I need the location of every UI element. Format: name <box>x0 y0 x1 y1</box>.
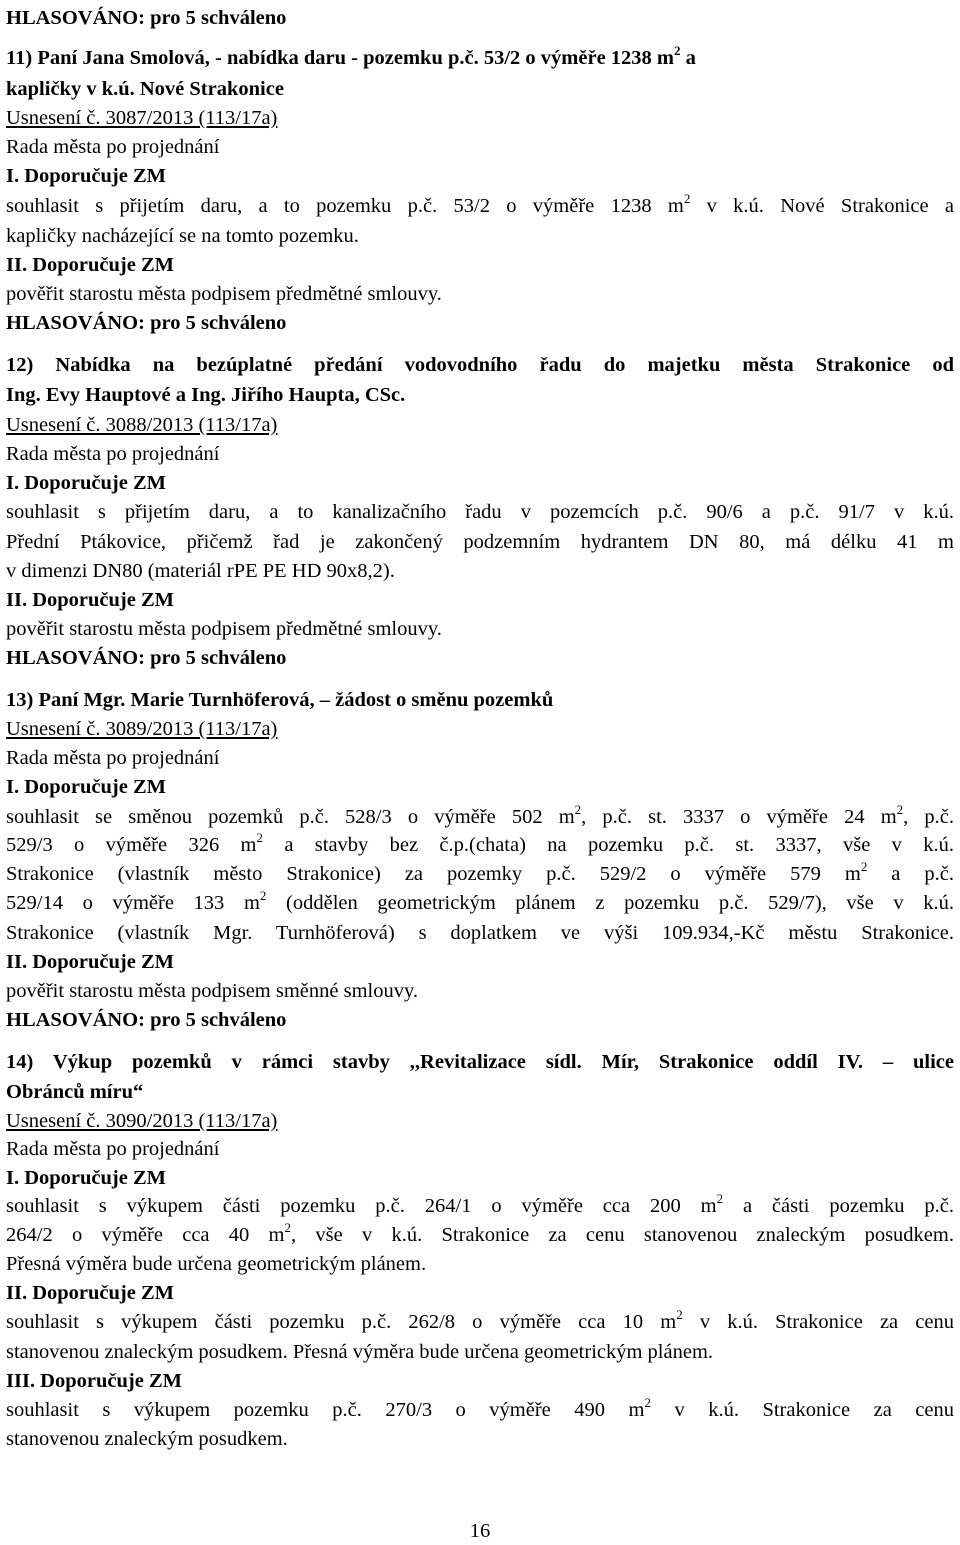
text-segment: Usnesení č. 3088/2013 (113/17a) <box>6 414 278 436</box>
text-line <box>6 1368 182 1395</box>
superscript: 2 <box>896 802 904 817</box>
superscript: 2 <box>256 830 263 845</box>
text-line <box>6 441 219 468</box>
text-segment: souhlasit se směnou pozemků p.č. 528/3 o výměře 502 m <box>6 806 575 828</box>
text-line <box>6 804 954 831</box>
text-segment: 12) Nabídka na bezúplatné předání vodovodního řadu do majetku města Strakonice od <box>6 354 954 376</box>
superscript: 2 <box>259 888 267 903</box>
text-line <box>6 645 286 672</box>
superscript: 2 <box>644 1395 651 1410</box>
text-segment: stanovenou znaleckým posudkem. Přesná výměra bude určena geometrickým plánem. <box>6 1341 714 1363</box>
text-segment: pověřit starostu města podpisem předmětné smlouvy. <box>6 283 442 305</box>
superscript: 2 <box>284 1220 291 1235</box>
text-segment: 14) Výkup pozemků v rámci stavby ,,Revitalizace sídl. Mír, Strakonice oddíl IV. – ulice <box>6 1051 954 1073</box>
text-segment: 13) Paní Mgr. Marie Turnhöferová, – žádost o směnu pozemků <box>6 689 554 711</box>
text-line <box>6 1426 288 1453</box>
text-line <box>6 1165 166 1192</box>
text-line <box>6 949 174 976</box>
text-segment: Strakonice (vlastník město Strakonice) za pozemky p.č. 529/2 o výměře 579 m <box>6 863 861 885</box>
text-segment: II. Doporučuje ZM <box>6 254 174 276</box>
text-line <box>6 1136 219 1163</box>
text-line <box>6 1251 426 1278</box>
text-segment: stanovenou znaleckým posudkem. <box>6 1428 288 1450</box>
text-line <box>6 1222 954 1249</box>
text-segment: souhlasit s přijetím daru, a to kanalizačního řadu v pozemcích p.č. 90/6 a p.č. 91/7 v k.ú. <box>6 501 954 523</box>
text-segment: v dimenzi DN80 (materiál rPE PE HD 90x8,2). <box>6 560 395 582</box>
text-segment: Rada města po projednání <box>6 747 220 769</box>
text-segment: I. Doporučuje ZM <box>6 1167 167 1189</box>
text-segment: , vše v k.ú. Strakonice za cenu stanovenou znaleckým posudkem. <box>291 1224 954 1246</box>
text-segment: III. Doporučuje ZM <box>6 1370 182 1392</box>
text-segment: Rada města po projednání <box>6 443 220 465</box>
superscript: 2 <box>676 1307 683 1322</box>
text-segment: HLASOVÁNO: pro 5 schváleno <box>6 312 287 334</box>
text-line <box>6 616 442 643</box>
text-segment: , p.č. <box>903 806 954 828</box>
text-line <box>6 412 277 439</box>
text-line <box>6 1079 143 1106</box>
text-segment: Usnesení č. 3089/2013 (113/17a) <box>6 718 278 740</box>
text-segment: I. Doporučuje ZM <box>6 472 167 494</box>
text-segment: HLASOVÁNO: pro 5 schváleno <box>6 647 287 669</box>
text-segment: Usnesení č. 3087/2013 (113/17a) <box>6 107 278 129</box>
text-segment: pověřit starostu města podpisem předmětné smlouvy. <box>6 618 442 640</box>
text-line <box>6 310 286 337</box>
text-line <box>6 587 174 614</box>
text-segment: Rada města po projednání <box>6 1138 220 1160</box>
text-segment: II. Doporučuje ZM <box>6 951 174 973</box>
text-segment: kapličky v k.ú. Nové Strakonice <box>6 78 284 100</box>
text-segment: Přesná výměra bude určena geometrickým plánem. <box>6 1253 427 1275</box>
text-segment: II. Doporučuje ZM <box>6 1282 174 1304</box>
text-line <box>6 1193 954 1220</box>
text-line <box>6 45 696 72</box>
text-segment: a p.č. <box>867 863 954 885</box>
text-line <box>6 382 405 409</box>
text-segment: 11) Paní Jana Smolová, - nabídka daru - pozemku p.č. 53/2 o výměře 1238 m <box>6 47 674 69</box>
text-line <box>6 134 219 161</box>
text-segment: v k.ú. Strakonice za cenu <box>682 1311 954 1333</box>
superscript: 2 <box>860 859 868 874</box>
text-line <box>6 76 284 103</box>
text-line <box>6 470 166 497</box>
text-segment: II. Doporučuje ZM <box>6 589 174 611</box>
text-segment: a stavby bez č.p.(chata) na pozemku p.č. st. 3337, vše v k.ú. <box>262 834 954 856</box>
text-line <box>6 499 954 526</box>
text-segment: kapličky nacházející se na tomto pozemku. <box>6 225 359 247</box>
text-segment: souhlasit s přijetím daru, a to pozemku p.č. 53/2 o výměře 1238 m <box>6 195 684 217</box>
text-segment: Rada města po projednání <box>6 136 220 158</box>
text-segment: 264/2 o výměře cca 40 m <box>6 1224 285 1246</box>
text-segment: (oddělen geometrickým plánem z pozemku p.č. 529/7), vše v k.ú. <box>266 892 954 914</box>
text-segment: Strakonice (vlastník Mgr. Turnhöferová) s doplatkem ve výši 109.934,-Kč městu Strakonice. <box>6 922 954 944</box>
text-line <box>6 558 395 585</box>
text-line <box>6 105 277 132</box>
text-line <box>6 832 954 859</box>
text-line <box>6 1309 954 1336</box>
text-line <box>6 978 418 1005</box>
text-segment: Přední Ptákovice, přičemž řad je zakončený podzemním hydrantem DN 80, má délku 41 m <box>6 531 954 553</box>
text-segment: v k.ú. Strakonice za cenu <box>650 1399 954 1421</box>
text-line <box>6 193 954 220</box>
superscript: 2 <box>674 43 681 58</box>
text-segment: , p.č. st. 3337 o výměře 24 m <box>581 806 897 828</box>
text-line <box>6 687 553 714</box>
text-line <box>6 745 219 772</box>
text-segment: souhlasit s výkupem části pozemku p.č. 262/8 o výměře cca 10 m <box>6 1311 677 1333</box>
text-line <box>6 163 166 190</box>
text-segment: 529/14 o výměře 133 m <box>6 892 260 914</box>
text-segment: Obránců míru“ <box>6 1081 144 1103</box>
text-line <box>6 529 954 556</box>
text-segment: v k.ú. Nové Strakonice a <box>690 195 954 217</box>
text-line <box>6 1280 174 1307</box>
text-line <box>6 1007 286 1034</box>
superscript: 2 <box>574 802 582 817</box>
text-segment: pověřit starostu města podpisem směnné smlouvy. <box>6 980 419 1002</box>
text-segment: Usnesení č. 3090/2013 (113/17a) <box>6 1110 278 1132</box>
text-segment: a <box>680 47 696 69</box>
text-line <box>6 1339 713 1366</box>
text-segment: Ing. Evy Hauptové a Ing. Jiřího Haupta, CSc. <box>6 384 406 406</box>
superscript: 2 <box>683 191 691 206</box>
text-line <box>6 774 166 801</box>
text-line <box>6 920 954 947</box>
text-line <box>6 890 954 917</box>
text-line <box>6 1108 277 1135</box>
text-line <box>6 281 442 308</box>
text-segment: I. Doporučuje ZM <box>6 776 167 798</box>
text-line <box>6 861 954 888</box>
text-segment: 529/3 o výměře 326 m <box>6 834 257 856</box>
text-line <box>6 5 286 32</box>
text-segment: I. Doporučuje ZM <box>6 165 167 187</box>
superscript: 2 <box>716 1191 724 1206</box>
text-line <box>6 252 174 279</box>
text-line <box>6 1397 954 1424</box>
text-segment: souhlasit s výkupem pozemku p.č. 270/3 o výměře 490 m <box>6 1399 645 1421</box>
text-line <box>6 716 277 743</box>
page-number: 16 <box>469 1520 491 1542</box>
text-segment: a části pozemku p.č. <box>723 1195 954 1217</box>
text-line <box>6 223 359 250</box>
text-line <box>6 352 954 379</box>
text-segment: HLASOVÁNO: pro 5 schváleno <box>6 7 287 29</box>
text-segment: HLASOVÁNO: pro 5 schváleno <box>6 1009 287 1031</box>
text-segment: souhlasit s výkupem části pozemku p.č. 264/1 o výměře cca 200 m <box>6 1195 717 1217</box>
text-line <box>6 1049 954 1076</box>
